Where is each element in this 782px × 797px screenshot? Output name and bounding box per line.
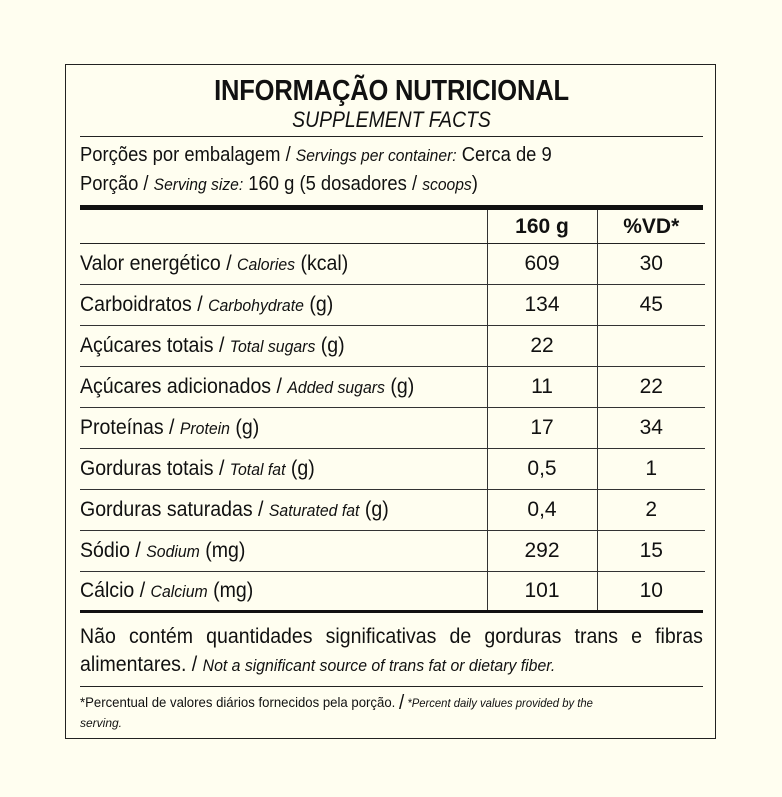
nutrient-label-pt: Açúcares totais / — [80, 334, 230, 357]
nutrition-facts-content — [80, 65, 703, 732]
nutrient-label-en: Saturated fat — [268, 501, 360, 520]
header-amount: 160 g — [487, 210, 597, 244]
serving-size-unit-en: scoops — [422, 175, 472, 194]
table-row — [80, 367, 705, 408]
nutrition-table — [80, 210, 705, 610]
note-line-2 — [80, 651, 659, 680]
nutrient-unit: (g) — [229, 416, 260, 439]
nutrition-facts-panel — [65, 64, 716, 739]
nutrient-daily-value — [597, 326, 705, 367]
nutrient-unit: (g) — [315, 334, 345, 357]
table-row — [80, 449, 705, 490]
nutrient-name — [80, 367, 487, 408]
nutrient-label-pt: Proteínas / — [80, 416, 180, 439]
nutrient-name — [80, 449, 487, 490]
nutrient-name — [80, 244, 487, 285]
table-row — [80, 408, 705, 449]
insignificant-sources-note — [80, 623, 703, 680]
note-line-2-en: Not a significant source of trans fat or dietary fiber. — [202, 656, 556, 675]
nutrient-label-pt: Gorduras saturadas / — [80, 498, 269, 521]
nutrient-daily-value: 15 — [597, 531, 705, 572]
nutrient-name — [80, 408, 487, 449]
nutrient-unit: (mg) — [207, 579, 254, 602]
nutrient-label-pt: Açúcares adicionados / — [80, 375, 288, 398]
nutrient-daily-value: 22 — [597, 367, 705, 408]
table-row — [80, 326, 705, 367]
nutrient-label-pt: Carboidratos / — [80, 293, 209, 316]
nutrient-daily-value: 45 — [597, 285, 705, 326]
serving-size-label-en: Serving size: — [153, 175, 244, 194]
nutrient-label-en: Total sugars — [229, 337, 316, 356]
header-daily-value: %VD* — [597, 210, 705, 244]
nutrient-name — [80, 490, 487, 531]
nutrient-amount: 0,4 — [487, 490, 597, 531]
nutrient-label-en: Added sugars — [287, 378, 385, 397]
nutrient-amount: 22 — [487, 326, 597, 367]
nutrient-unit: (mg) — [199, 539, 246, 562]
nutrient-daily-value: 10 — [597, 572, 705, 611]
footnote-en-part2: serving. — [80, 716, 123, 730]
footnote-slash: / — [398, 692, 405, 714]
nutrient-label-pt: Sódio / — [80, 539, 147, 562]
serving-size — [80, 170, 653, 199]
nutrient-amount: 17 — [487, 408, 597, 449]
nutrient-name — [80, 326, 487, 367]
table-row — [80, 285, 705, 326]
nutrient-label-pt: Valor energético / — [80, 252, 238, 275]
nutrient-label-pt: Gorduras totais / — [80, 457, 230, 480]
note-line-2-pt: alimentares. / — [80, 653, 203, 676]
daily-value-footnote — [80, 691, 703, 732]
nutrient-unit: (g) — [359, 498, 389, 521]
nutrient-name — [80, 285, 487, 326]
nutrient-name — [80, 572, 487, 611]
nutrient-daily-value: 34 — [597, 408, 705, 449]
footnote-line-1 — [80, 691, 666, 714]
nutrient-daily-value: 1 — [597, 449, 705, 490]
nutrient-daily-value: 30 — [597, 244, 705, 285]
nutrient-label-pt: Cálcio / — [80, 579, 151, 602]
header-nutrient — [80, 210, 487, 244]
nutrient-unit: (g) — [303, 293, 334, 316]
nutrient-label-en: Protein — [179, 419, 230, 438]
footnote-en-part1: *Percent daily values provided by the — [404, 696, 593, 710]
panel-title: INFORMAÇÃO NUTRICIONAL — [214, 75, 569, 107]
note-line-1: Não contém quantidades significativas de gorduras trans e fibras — [80, 625, 703, 648]
nutrient-unit: (kcal) — [295, 252, 349, 275]
table-header-row — [80, 210, 705, 244]
nutrient-label-en: Sodium — [146, 542, 200, 561]
nutrient-amount: 292 — [487, 531, 597, 572]
divider-thin-bottom — [80, 686, 703, 687]
nutrient-label-en: Calcium — [150, 582, 208, 601]
nutrient-unit: (g) — [285, 457, 315, 480]
nutrient-unit: (g) — [384, 375, 415, 398]
footnote-pt: *Percentual de valores diários fornecidos pela porção. — [80, 694, 399, 710]
table-row — [80, 572, 705, 611]
serving-size-close: ) — [471, 173, 478, 195]
serving-size-value: 160 g (5 dosadores / — [243, 173, 423, 195]
serving-size-label-pt: Porção / — [80, 173, 154, 195]
nutrient-amount: 11 — [487, 367, 597, 408]
table-row — [80, 244, 705, 285]
servings-per-container-label-pt: Porções por embalagem / — [80, 144, 296, 166]
nutrient-daily-value: 2 — [597, 490, 705, 531]
servings-per-container-label-en: Servings per container: — [295, 146, 457, 165]
nutrient-label-en: Calories — [237, 255, 296, 274]
divider-thin — [80, 136, 703, 137]
nutrient-amount: 609 — [487, 244, 597, 285]
nutrient-label-en: Total fat — [229, 460, 286, 479]
panel-subtitle: SUPPLEMENT FACTS — [292, 107, 491, 132]
nutrient-label-en: Carbohydrate — [208, 296, 304, 315]
nutrient-amount: 134 — [487, 285, 597, 326]
nutrient-amount: 101 — [487, 572, 597, 611]
table-row — [80, 490, 705, 531]
table-row — [80, 531, 705, 572]
nutrient-amount: 0,5 — [487, 449, 597, 490]
servings-per-container — [80, 141, 653, 170]
nutrient-name — [80, 531, 487, 572]
divider-medium — [80, 610, 703, 613]
servings-per-container-value: Cerca de 9 — [456, 144, 552, 166]
